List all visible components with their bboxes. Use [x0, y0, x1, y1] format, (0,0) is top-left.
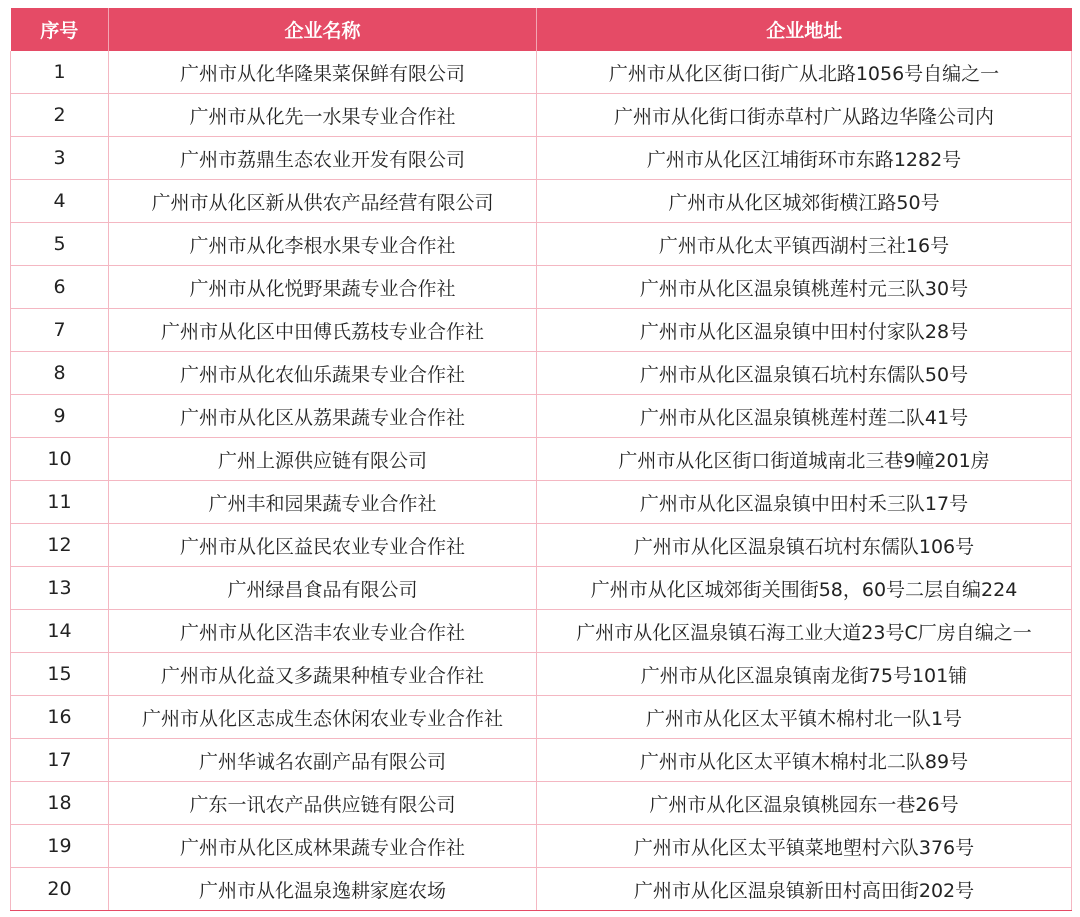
- cell-serial-number: 7: [11, 309, 109, 352]
- cell-enterprise-name: 广州市从化李根水果专业合作社: [109, 223, 537, 266]
- cell-enterprise-name: 广州丰和园果蔬专业合作社: [109, 481, 537, 524]
- cell-enterprise-name: 广州市从化华隆果菜保鲜有限公司: [109, 51, 537, 94]
- cell-serial-number: 2: [11, 94, 109, 137]
- cell-enterprise-address: 广州市从化区温泉镇石坑村东儒队106号: [537, 524, 1072, 567]
- cell-serial-number: 19: [11, 825, 109, 868]
- table-row: [11, 266, 1072, 309]
- enterprise-table: [10, 8, 1072, 911]
- cell-enterprise-address: 广州市从化区温泉镇桃莲村莲二队41号: [537, 395, 1072, 438]
- cell-enterprise-name: 广东一讯农产品供应链有限公司: [109, 782, 537, 825]
- cell-enterprise-name: 广州市从化先一水果专业合作社: [109, 94, 537, 137]
- cell-enterprise-address: 广州市从化区街口街道城南北三巷9幢201房: [537, 438, 1072, 481]
- cell-enterprise-address: 广州市从化区温泉镇石海工业大道23号C厂房自编之一: [537, 610, 1072, 653]
- table-row: [11, 782, 1072, 825]
- cell-enterprise-address: 广州市从化区城郊街横江路50号: [537, 180, 1072, 223]
- enterprise-table-container: [10, 8, 1071, 911]
- table-row: [11, 825, 1072, 868]
- cell-enterprise-address: 广州市从化区太平镇木棉村北二队89号: [537, 739, 1072, 782]
- table-row: [11, 610, 1072, 653]
- cell-serial-number: 4: [11, 180, 109, 223]
- header-enterprise-name: 企业名称: [109, 8, 537, 51]
- table-row: [11, 180, 1072, 223]
- table-row: [11, 137, 1072, 180]
- cell-enterprise-address: 广州市从化区江埔街环市东路1282号: [537, 137, 1072, 180]
- table-row: [11, 524, 1072, 567]
- cell-enterprise-name: 广州市从化温泉逸耕家庭农场: [109, 868, 537, 911]
- cell-enterprise-name: 广州市从化区浩丰农业专业合作社: [109, 610, 537, 653]
- cell-enterprise-address: 广州市从化区温泉镇中田村付家队28号: [537, 309, 1072, 352]
- cell-enterprise-address: 广州市从化区温泉镇桃莲村元三队30号: [537, 266, 1072, 309]
- cell-enterprise-name: 广州市荔鼎生态农业开发有限公司: [109, 137, 537, 180]
- cell-enterprise-address: 广州市从化区温泉镇中田村禾三队17号: [537, 481, 1072, 524]
- cell-enterprise-name: 广州市从化区成林果蔬专业合作社: [109, 825, 537, 868]
- cell-serial-number: 13: [11, 567, 109, 610]
- cell-enterprise-address: 广州市从化街口街赤草村广从路边华隆公司内: [537, 94, 1072, 137]
- table-row: [11, 94, 1072, 137]
- table-row: [11, 223, 1072, 266]
- table-row: [11, 739, 1072, 782]
- header-serial-number: 序号: [11, 8, 109, 51]
- cell-serial-number: 6: [11, 266, 109, 309]
- cell-serial-number: 18: [11, 782, 109, 825]
- cell-serial-number: 20: [11, 868, 109, 911]
- table-body: [11, 51, 1072, 911]
- cell-enterprise-address: 广州市从化区温泉镇南龙街75号101铺: [537, 653, 1072, 696]
- cell-enterprise-name: 广州市从化区志成生态休闲农业专业合作社: [109, 696, 537, 739]
- cell-enterprise-name: 广州市从化区从荔果蔬专业合作社: [109, 395, 537, 438]
- cell-serial-number: 11: [11, 481, 109, 524]
- cell-serial-number: 12: [11, 524, 109, 567]
- cell-serial-number: 3: [11, 137, 109, 180]
- cell-enterprise-name: 广州绿昌食品有限公司: [109, 567, 537, 610]
- table-row: [11, 868, 1072, 911]
- cell-enterprise-address: 广州市从化区温泉镇石坑村东儒队50号: [537, 352, 1072, 395]
- table-row: [11, 438, 1072, 481]
- cell-enterprise-address: 广州市从化区温泉镇新田村高田街202号: [537, 868, 1072, 911]
- cell-enterprise-name: 广州华诚名农副产品有限公司: [109, 739, 537, 782]
- cell-enterprise-name: 广州上源供应链有限公司: [109, 438, 537, 481]
- table-row: [11, 567, 1072, 610]
- cell-enterprise-address: 广州市从化区温泉镇桃园东一巷26号: [537, 782, 1072, 825]
- cell-serial-number: 10: [11, 438, 109, 481]
- table-row: [11, 653, 1072, 696]
- table-header: [11, 8, 1072, 51]
- table-row: [11, 309, 1072, 352]
- cell-enterprise-address: 广州市从化太平镇西湖村三社16号: [537, 223, 1072, 266]
- cell-serial-number: 14: [11, 610, 109, 653]
- cell-serial-number: 15: [11, 653, 109, 696]
- table-row: [11, 696, 1072, 739]
- cell-enterprise-address: 广州市从化区太平镇木棉村北一队1号: [537, 696, 1072, 739]
- cell-enterprise-name: 广州市从化农仙乐蔬果专业合作社: [109, 352, 537, 395]
- cell-serial-number: 16: [11, 696, 109, 739]
- cell-enterprise-name: 广州市从化区益民农业专业合作社: [109, 524, 537, 567]
- cell-serial-number: 9: [11, 395, 109, 438]
- cell-serial-number: 8: [11, 352, 109, 395]
- cell-enterprise-address: 广州市从化区城郊街关围街58，60号二层自编224: [537, 567, 1072, 610]
- cell-enterprise-name: 广州市从化益又多蔬果种植专业合作社: [109, 653, 537, 696]
- cell-enterprise-address: 广州市从化区街口街广从北路1056号自编之一: [537, 51, 1072, 94]
- table-row: [11, 51, 1072, 94]
- table-row: [11, 395, 1072, 438]
- table-row: [11, 481, 1072, 524]
- cell-enterprise-name: 广州市从化悦野果蔬专业合作社: [109, 266, 537, 309]
- cell-serial-number: 1: [11, 51, 109, 94]
- header-row: [11, 8, 1072, 51]
- cell-enterprise-name: 广州市从化区新从供农产品经营有限公司: [109, 180, 537, 223]
- cell-enterprise-name: 广州市从化区中田傅氏荔枝专业合作社: [109, 309, 537, 352]
- cell-serial-number: 5: [11, 223, 109, 266]
- header-enterprise-address: 企业地址: [537, 8, 1072, 51]
- cell-serial-number: 17: [11, 739, 109, 782]
- cell-enterprise-address: 广州市从化区太平镇菜地塱村六队376号: [537, 825, 1072, 868]
- table-row: [11, 352, 1072, 395]
